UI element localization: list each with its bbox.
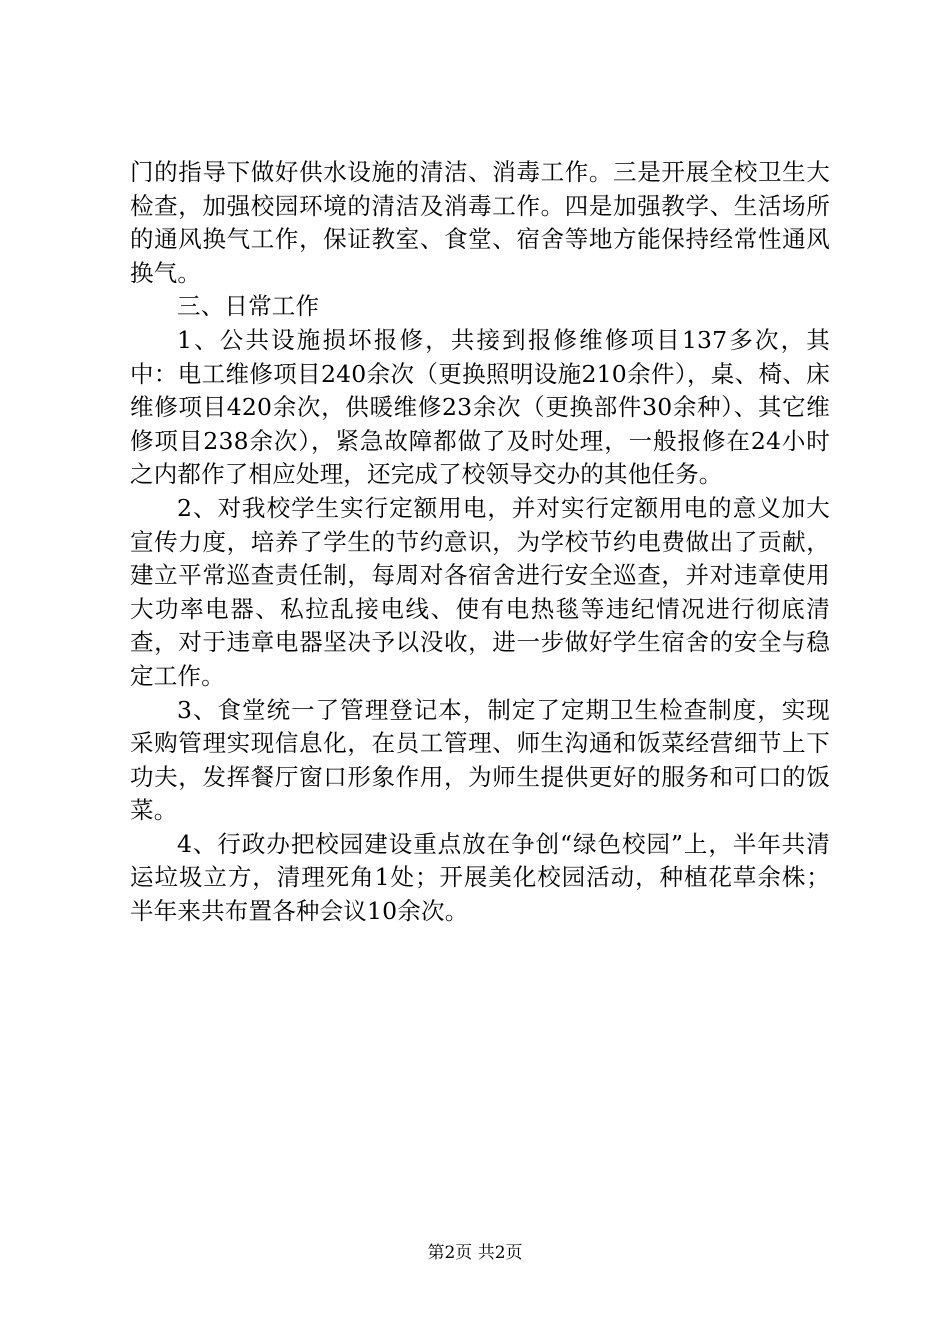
page-footer: 第2页 共2页 — [427, 1243, 523, 1263]
paragraph-repairs: 1、公共设施损坏报修，共接到报修维修项目137多次，其中：电工维修项目240余次（更换照明设施210余件），桌、椅、床维修项目420余次，供暖维修23余次（更换部件30余种）、其它维修项目238余次），紧急故障都做了及时处理，一般报修在24小时之内都作了相应处理，还完成了校领导交办的其他任务。 — [130, 325, 830, 489]
document-body — [130, 156, 830, 929]
paragraph-continuation: 门的指导下做好供水设施的清洁、消毒工作。三是开展全校卫生大检查，加强校园环境的清洁及消毒工作。四是加强教学、生活场所的通风换气工作，保证教室、食堂、宿舍等地方能保持经常性通风换气。 — [130, 158, 830, 287]
section-heading-daily-work: 三、日常工作 — [177, 292, 320, 321]
paragraph-green-campus: 4、行政办把校园建设重点放在争创“绿色校园”上，半年共清运垃圾立方，清理死角1处；开展美化校园活动，种植花草余株；半年来共布置各种会议10余次。 — [130, 829, 830, 926]
paragraph-electricity: 2、对我校学生实行定额用电，并对实行定额用电的意义加大宣传力度，培养了学生的节约意识，为学校节约电费做出了贡献，建立平常巡查责任制，每周对各宿舍进行安全巡查，并对违章使用大功率电器、私拉乱接电线、使有电热毯等违纪情况进行彻底清查，对于违章电器坚决予以没收，进一步做好学生宿舍的安全与稳定工作。 — [130, 493, 830, 690]
paragraph-canteen: 3、食堂统一了管理登记本，制定了定期卫生检查制度，实现采购管理实现信息化，在员工管理、师生沟通和饭菜经营细节上下功夫，发挥餐厅窗口形象作用，为师生提供更好的服务和可口的饭菜。 — [130, 695, 830, 825]
